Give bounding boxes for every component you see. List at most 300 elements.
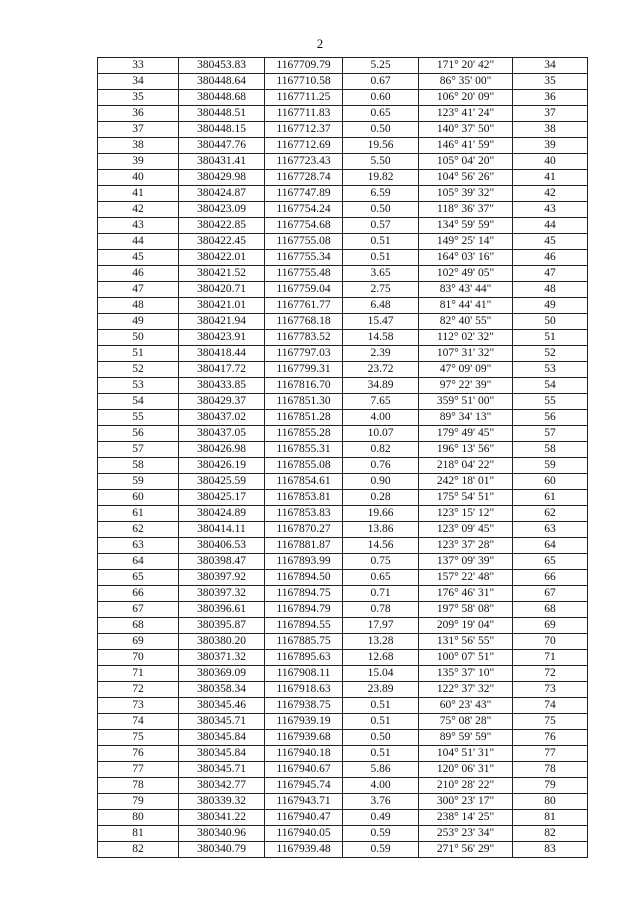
cell-next-point-number: 62 <box>513 506 588 522</box>
cell-next-point-number: 64 <box>513 538 588 554</box>
table-row <box>98 618 588 634</box>
cell-distance: 5.86 <box>343 762 419 778</box>
cell-bearing: 47° 09' 09" <box>419 362 513 378</box>
cell-point-number: 38 <box>98 138 179 154</box>
cell-distance: 19.66 <box>343 506 419 522</box>
cell-y-coordinate: 1167728.74 <box>265 170 343 186</box>
cell-y-coordinate: 1167940.47 <box>265 810 343 826</box>
cell-bearing: 238° 14' 25" <box>419 810 513 826</box>
cell-point-number: 69 <box>98 634 179 650</box>
table-row <box>98 602 588 618</box>
cell-y-coordinate: 1167939.19 <box>265 714 343 730</box>
cell-next-point-number: 83 <box>513 842 588 858</box>
cell-next-point-number: 52 <box>513 346 588 362</box>
cell-point-number: 46 <box>98 266 179 282</box>
cell-distance: 7.65 <box>343 394 419 410</box>
cell-bearing: 157° 22' 48" <box>419 570 513 586</box>
table-row <box>98 410 588 426</box>
cell-bearing: 209° 19' 04" <box>419 618 513 634</box>
cell-bearing: 105° 04' 20" <box>419 154 513 170</box>
table-row <box>98 106 588 122</box>
table-row <box>98 522 588 538</box>
cell-y-coordinate: 1167939.68 <box>265 730 343 746</box>
cell-x-coordinate: 380437.05 <box>179 426 265 442</box>
cell-next-point-number: 63 <box>513 522 588 538</box>
cell-x-coordinate: 380426.98 <box>179 442 265 458</box>
cell-bearing: 112° 02' 32" <box>419 330 513 346</box>
cell-y-coordinate: 1167797.03 <box>265 346 343 362</box>
table-row <box>98 762 588 778</box>
cell-next-point-number: 65 <box>513 554 588 570</box>
cell-point-number: 55 <box>98 410 179 426</box>
cell-x-coordinate: 380422.45 <box>179 234 265 250</box>
table-row <box>98 586 588 602</box>
cell-next-point-number: 59 <box>513 458 588 474</box>
cell-x-coordinate: 380421.52 <box>179 266 265 282</box>
table-row <box>98 394 588 410</box>
cell-next-point-number: 72 <box>513 666 588 682</box>
cell-point-number: 67 <box>98 602 179 618</box>
cell-distance: 34.89 <box>343 378 419 394</box>
cell-distance: 0.65 <box>343 106 419 122</box>
cell-x-coordinate: 380369.09 <box>179 666 265 682</box>
cell-x-coordinate: 380339.32 <box>179 794 265 810</box>
cell-x-coordinate: 380397.92 <box>179 570 265 586</box>
cell-point-number: 62 <box>98 522 179 538</box>
cell-x-coordinate: 380341.22 <box>179 810 265 826</box>
cell-distance: 0.51 <box>343 698 419 714</box>
cell-bearing: 104° 51' 31" <box>419 746 513 762</box>
cell-next-point-number: 43 <box>513 202 588 218</box>
cell-x-coordinate: 380414.11 <box>179 522 265 538</box>
cell-next-point-number: 79 <box>513 778 588 794</box>
cell-distance: 5.25 <box>343 58 419 74</box>
cell-y-coordinate: 1167881.87 <box>265 538 343 554</box>
cell-bearing: 60° 23' 43" <box>419 698 513 714</box>
table-row <box>98 90 588 106</box>
cell-y-coordinate: 1167894.79 <box>265 602 343 618</box>
cell-y-coordinate: 1167893.99 <box>265 554 343 570</box>
cell-x-coordinate: 380397.32 <box>179 586 265 602</box>
cell-x-coordinate: 380342.77 <box>179 778 265 794</box>
cell-point-number: 34 <box>98 74 179 90</box>
cell-distance: 0.71 <box>343 586 419 602</box>
cell-y-coordinate: 1167853.83 <box>265 506 343 522</box>
cell-x-coordinate: 380345.71 <box>179 714 265 730</box>
table-row <box>98 234 588 250</box>
cell-distance: 0.50 <box>343 730 419 746</box>
cell-x-coordinate: 380433.85 <box>179 378 265 394</box>
cell-point-number: 80 <box>98 810 179 826</box>
cell-next-point-number: 58 <box>513 442 588 458</box>
cell-y-coordinate: 1167945.74 <box>265 778 343 794</box>
table-row <box>98 250 588 266</box>
cell-bearing: 210° 28' 22" <box>419 778 513 794</box>
cell-point-number: 39 <box>98 154 179 170</box>
table-row <box>98 570 588 586</box>
cell-x-coordinate: 380453.83 <box>179 58 265 74</box>
cell-x-coordinate: 380418.44 <box>179 346 265 362</box>
cell-next-point-number: 61 <box>513 490 588 506</box>
cell-y-coordinate: 1167895.63 <box>265 650 343 666</box>
cell-bearing: 135° 37' 10" <box>419 666 513 682</box>
cell-bearing: 123° 09' 45" <box>419 522 513 538</box>
table-row <box>98 266 588 282</box>
cell-point-number: 59 <box>98 474 179 490</box>
cell-y-coordinate: 1167939.48 <box>265 842 343 858</box>
cell-next-point-number: 54 <box>513 378 588 394</box>
cell-point-number: 52 <box>98 362 179 378</box>
cell-distance: 23.72 <box>343 362 419 378</box>
cell-bearing: 175° 54' 51" <box>419 490 513 506</box>
cell-point-number: 56 <box>98 426 179 442</box>
cell-next-point-number: 39 <box>513 138 588 154</box>
cell-x-coordinate: 380431.41 <box>179 154 265 170</box>
cell-next-point-number: 35 <box>513 74 588 90</box>
cell-y-coordinate: 1167908.11 <box>265 666 343 682</box>
cell-y-coordinate: 1167783.52 <box>265 330 343 346</box>
cell-distance: 12.68 <box>343 650 419 666</box>
cell-x-coordinate: 380422.01 <box>179 250 265 266</box>
cell-bearing: 120° 06' 31" <box>419 762 513 778</box>
table-row <box>98 170 588 186</box>
cell-distance: 0.51 <box>343 250 419 266</box>
cell-x-coordinate: 380448.64 <box>179 74 265 90</box>
cell-next-point-number: 66 <box>513 570 588 586</box>
table-row <box>98 794 588 810</box>
cell-bearing: 134° 59' 59" <box>419 218 513 234</box>
cell-point-number: 61 <box>98 506 179 522</box>
cell-point-number: 75 <box>98 730 179 746</box>
cell-bearing: 123° 15' 12" <box>419 506 513 522</box>
cell-distance: 15.47 <box>343 314 419 330</box>
cell-point-number: 50 <box>98 330 179 346</box>
cell-y-coordinate: 1167851.28 <box>265 410 343 426</box>
cell-point-number: 45 <box>98 250 179 266</box>
cell-x-coordinate: 380421.94 <box>179 314 265 330</box>
cell-bearing: 179° 49' 45" <box>419 426 513 442</box>
table-row <box>98 186 588 202</box>
cell-x-coordinate: 380406.53 <box>179 538 265 554</box>
table-row <box>98 730 588 746</box>
coordinates-table-body <box>98 58 588 858</box>
cell-x-coordinate: 380448.51 <box>179 106 265 122</box>
cell-x-coordinate: 380429.37 <box>179 394 265 410</box>
cell-x-coordinate: 380421.01 <box>179 298 265 314</box>
cell-y-coordinate: 1167816.70 <box>265 378 343 394</box>
cell-point-number: 81 <box>98 826 179 842</box>
cell-point-number: 57 <box>98 442 179 458</box>
cell-distance: 0.59 <box>343 826 419 842</box>
cell-y-coordinate: 1167709.79 <box>265 58 343 74</box>
cell-point-number: 79 <box>98 794 179 810</box>
cell-y-coordinate: 1167747.89 <box>265 186 343 202</box>
cell-next-point-number: 77 <box>513 746 588 762</box>
cell-point-number: 41 <box>98 186 179 202</box>
cell-next-point-number: 41 <box>513 170 588 186</box>
cell-y-coordinate: 1167870.27 <box>265 522 343 538</box>
cell-distance: 6.59 <box>343 186 419 202</box>
cell-distance: 0.28 <box>343 490 419 506</box>
table-row <box>98 154 588 170</box>
cell-x-coordinate: 380448.68 <box>179 90 265 106</box>
table-row <box>98 554 588 570</box>
cell-x-coordinate: 380340.79 <box>179 842 265 858</box>
cell-x-coordinate: 380398.47 <box>179 554 265 570</box>
cell-point-number: 36 <box>98 106 179 122</box>
cell-distance: 2.39 <box>343 346 419 362</box>
cell-bearing: 122° 37' 32" <box>419 682 513 698</box>
cell-point-number: 44 <box>98 234 179 250</box>
cell-bearing: 102° 49' 05" <box>419 266 513 282</box>
cell-distance: 10.07 <box>343 426 419 442</box>
cell-next-point-number: 53 <box>513 362 588 378</box>
cell-bearing: 242° 18' 01" <box>419 474 513 490</box>
cell-point-number: 66 <box>98 586 179 602</box>
cell-x-coordinate: 380423.91 <box>179 330 265 346</box>
cell-distance: 0.59 <box>343 842 419 858</box>
cell-distance: 3.65 <box>343 266 419 282</box>
cell-y-coordinate: 1167854.61 <box>265 474 343 490</box>
cell-next-point-number: 38 <box>513 122 588 138</box>
cell-distance: 14.58 <box>343 330 419 346</box>
cell-next-point-number: 71 <box>513 650 588 666</box>
cell-y-coordinate: 1167754.24 <box>265 202 343 218</box>
cell-next-point-number: 57 <box>513 426 588 442</box>
cell-point-number: 54 <box>98 394 179 410</box>
cell-x-coordinate: 380345.46 <box>179 698 265 714</box>
cell-distance: 0.51 <box>343 234 419 250</box>
cell-x-coordinate: 380424.87 <box>179 186 265 202</box>
cell-distance: 0.60 <box>343 90 419 106</box>
cell-x-coordinate: 380448.15 <box>179 122 265 138</box>
cell-bearing: 118° 36' 37" <box>419 202 513 218</box>
cell-distance: 0.67 <box>343 74 419 90</box>
cell-distance: 2.75 <box>343 282 419 298</box>
cell-y-coordinate: 1167712.69 <box>265 138 343 154</box>
cell-y-coordinate: 1167853.81 <box>265 490 343 506</box>
cell-y-coordinate: 1167855.31 <box>265 442 343 458</box>
table-row <box>98 442 588 458</box>
table-row <box>98 458 588 474</box>
cell-next-point-number: 67 <box>513 586 588 602</box>
cell-x-coordinate: 380437.02 <box>179 410 265 426</box>
cell-point-number: 76 <box>98 746 179 762</box>
table-row <box>98 810 588 826</box>
cell-next-point-number: 51 <box>513 330 588 346</box>
cell-distance: 15.04 <box>343 666 419 682</box>
cell-next-point-number: 44 <box>513 218 588 234</box>
table-row <box>98 378 588 394</box>
cell-distance: 19.82 <box>343 170 419 186</box>
table-row <box>98 714 588 730</box>
cell-point-number: 49 <box>98 314 179 330</box>
cell-y-coordinate: 1167943.71 <box>265 794 343 810</box>
cell-bearing: 82° 40' 55" <box>419 314 513 330</box>
table-row <box>98 218 588 234</box>
cell-y-coordinate: 1167918.63 <box>265 682 343 698</box>
cell-bearing: 81° 44' 41" <box>419 298 513 314</box>
table-row <box>98 474 588 490</box>
table-row <box>98 122 588 138</box>
cell-y-coordinate: 1167768.18 <box>265 314 343 330</box>
cell-x-coordinate: 380417.72 <box>179 362 265 378</box>
cell-x-coordinate: 380371.32 <box>179 650 265 666</box>
cell-distance: 5.50 <box>343 154 419 170</box>
cell-distance: 0.76 <box>343 458 419 474</box>
cell-bearing: 107° 31' 32" <box>419 346 513 362</box>
cell-distance: 0.51 <box>343 746 419 762</box>
cell-next-point-number: 78 <box>513 762 588 778</box>
cell-bearing: 123° 37' 28" <box>419 538 513 554</box>
page-number: 2 <box>316 36 324 51</box>
cell-distance: 23.89 <box>343 682 419 698</box>
cell-bearing: 176° 46' 31" <box>419 586 513 602</box>
cell-next-point-number: 73 <box>513 682 588 698</box>
table-row <box>98 314 588 330</box>
cell-y-coordinate: 1167940.05 <box>265 826 343 842</box>
cell-next-point-number: 55 <box>513 394 588 410</box>
cell-point-number: 48 <box>98 298 179 314</box>
cell-y-coordinate: 1167755.48 <box>265 266 343 282</box>
cell-x-coordinate: 380395.87 <box>179 618 265 634</box>
cell-point-number: 78 <box>98 778 179 794</box>
cell-bearing: 89° 34' 13" <box>419 410 513 426</box>
table-row <box>98 490 588 506</box>
cell-next-point-number: 34 <box>513 58 588 74</box>
cell-next-point-number: 42 <box>513 186 588 202</box>
cell-x-coordinate: 380420.71 <box>179 282 265 298</box>
cell-point-number: 72 <box>98 682 179 698</box>
cell-bearing: 131° 56' 55" <box>419 634 513 650</box>
cell-point-number: 70 <box>98 650 179 666</box>
cell-point-number: 74 <box>98 714 179 730</box>
cell-distance: 0.50 <box>343 122 419 138</box>
table-row <box>98 650 588 666</box>
cell-y-coordinate: 1167723.43 <box>265 154 343 170</box>
cell-distance: 19.56 <box>343 138 419 154</box>
cell-bearing: 137° 09' 39" <box>419 554 513 570</box>
cell-bearing: 146° 41' 59" <box>419 138 513 154</box>
cell-point-number: 77 <box>98 762 179 778</box>
cell-x-coordinate: 380345.84 <box>179 746 265 762</box>
table-row <box>98 778 588 794</box>
cell-y-coordinate: 1167940.18 <box>265 746 343 762</box>
cell-y-coordinate: 1167940.67 <box>265 762 343 778</box>
cell-distance: 4.00 <box>343 410 419 426</box>
cell-bearing: 106° 20' 09" <box>419 90 513 106</box>
cell-distance: 0.51 <box>343 714 419 730</box>
cell-distance: 6.48 <box>343 298 419 314</box>
cell-next-point-number: 82 <box>513 826 588 842</box>
cell-bearing: 300° 23' 17" <box>419 794 513 810</box>
cell-distance: 14.56 <box>343 538 419 554</box>
cell-bearing: 271° 56' 29" <box>419 842 513 858</box>
cell-y-coordinate: 1167711.25 <box>265 90 343 106</box>
cell-point-number: 82 <box>98 842 179 858</box>
cell-bearing: 86° 35' 00" <box>419 74 513 90</box>
table-row <box>98 362 588 378</box>
cell-bearing: 164° 03' 16" <box>419 250 513 266</box>
cell-y-coordinate: 1167755.08 <box>265 234 343 250</box>
cell-bearing: 149° 25' 14" <box>419 234 513 250</box>
cell-x-coordinate: 380447.76 <box>179 138 265 154</box>
cell-x-coordinate: 380426.19 <box>179 458 265 474</box>
cell-x-coordinate: 380425.59 <box>179 474 265 490</box>
cell-bearing: 123° 41' 24" <box>419 106 513 122</box>
cell-point-number: 65 <box>98 570 179 586</box>
table-row <box>98 138 588 154</box>
table-row <box>98 682 588 698</box>
cell-next-point-number: 75 <box>513 714 588 730</box>
cell-next-point-number: 37 <box>513 106 588 122</box>
cell-y-coordinate: 1167755.34 <box>265 250 343 266</box>
cell-next-point-number: 70 <box>513 634 588 650</box>
table-row <box>98 346 588 362</box>
coordinates-table <box>97 57 588 858</box>
cell-bearing: 104° 56' 26" <box>419 170 513 186</box>
cell-next-point-number: 46 <box>513 250 588 266</box>
cell-y-coordinate: 1167894.75 <box>265 586 343 602</box>
table-row <box>98 698 588 714</box>
cell-distance: 0.57 <box>343 218 419 234</box>
cell-point-number: 73 <box>98 698 179 714</box>
cell-next-point-number: 60 <box>513 474 588 490</box>
cell-y-coordinate: 1167894.55 <box>265 618 343 634</box>
cell-point-number: 35 <box>98 90 179 106</box>
cell-x-coordinate: 380422.85 <box>179 218 265 234</box>
cell-point-number: 47 <box>98 282 179 298</box>
cell-distance: 0.49 <box>343 810 419 826</box>
cell-point-number: 68 <box>98 618 179 634</box>
cell-distance: 13.86 <box>343 522 419 538</box>
cell-y-coordinate: 1167885.75 <box>265 634 343 650</box>
cell-x-coordinate: 380396.61 <box>179 602 265 618</box>
cell-next-point-number: 50 <box>513 314 588 330</box>
cell-y-coordinate: 1167710.58 <box>265 74 343 90</box>
cell-point-number: 53 <box>98 378 179 394</box>
cell-next-point-number: 40 <box>513 154 588 170</box>
cell-y-coordinate: 1167711.83 <box>265 106 343 122</box>
cell-point-number: 40 <box>98 170 179 186</box>
cell-next-point-number: 69 <box>513 618 588 634</box>
cell-point-number: 37 <box>98 122 179 138</box>
cell-distance: 4.00 <box>343 778 419 794</box>
cell-next-point-number: 45 <box>513 234 588 250</box>
cell-next-point-number: 80 <box>513 794 588 810</box>
table-row <box>98 282 588 298</box>
table-row <box>98 330 588 346</box>
cell-distance: 17.97 <box>343 618 419 634</box>
cell-point-number: 58 <box>98 458 179 474</box>
cell-point-number: 60 <box>98 490 179 506</box>
cell-point-number: 33 <box>98 58 179 74</box>
cell-x-coordinate: 380345.71 <box>179 762 265 778</box>
cell-y-coordinate: 1167799.31 <box>265 362 343 378</box>
cell-y-coordinate: 1167894.50 <box>265 570 343 586</box>
cell-point-number: 64 <box>98 554 179 570</box>
cell-bearing: 197° 58' 08" <box>419 602 513 618</box>
cell-next-point-number: 74 <box>513 698 588 714</box>
cell-bearing: 100° 07' 51" <box>419 650 513 666</box>
cell-distance: 13.28 <box>343 634 419 650</box>
table-row <box>98 298 588 314</box>
cell-next-point-number: 49 <box>513 298 588 314</box>
cell-y-coordinate: 1167855.28 <box>265 426 343 442</box>
cell-distance: 3.76 <box>343 794 419 810</box>
cell-next-point-number: 36 <box>513 90 588 106</box>
cell-bearing: 218° 04' 22" <box>419 458 513 474</box>
